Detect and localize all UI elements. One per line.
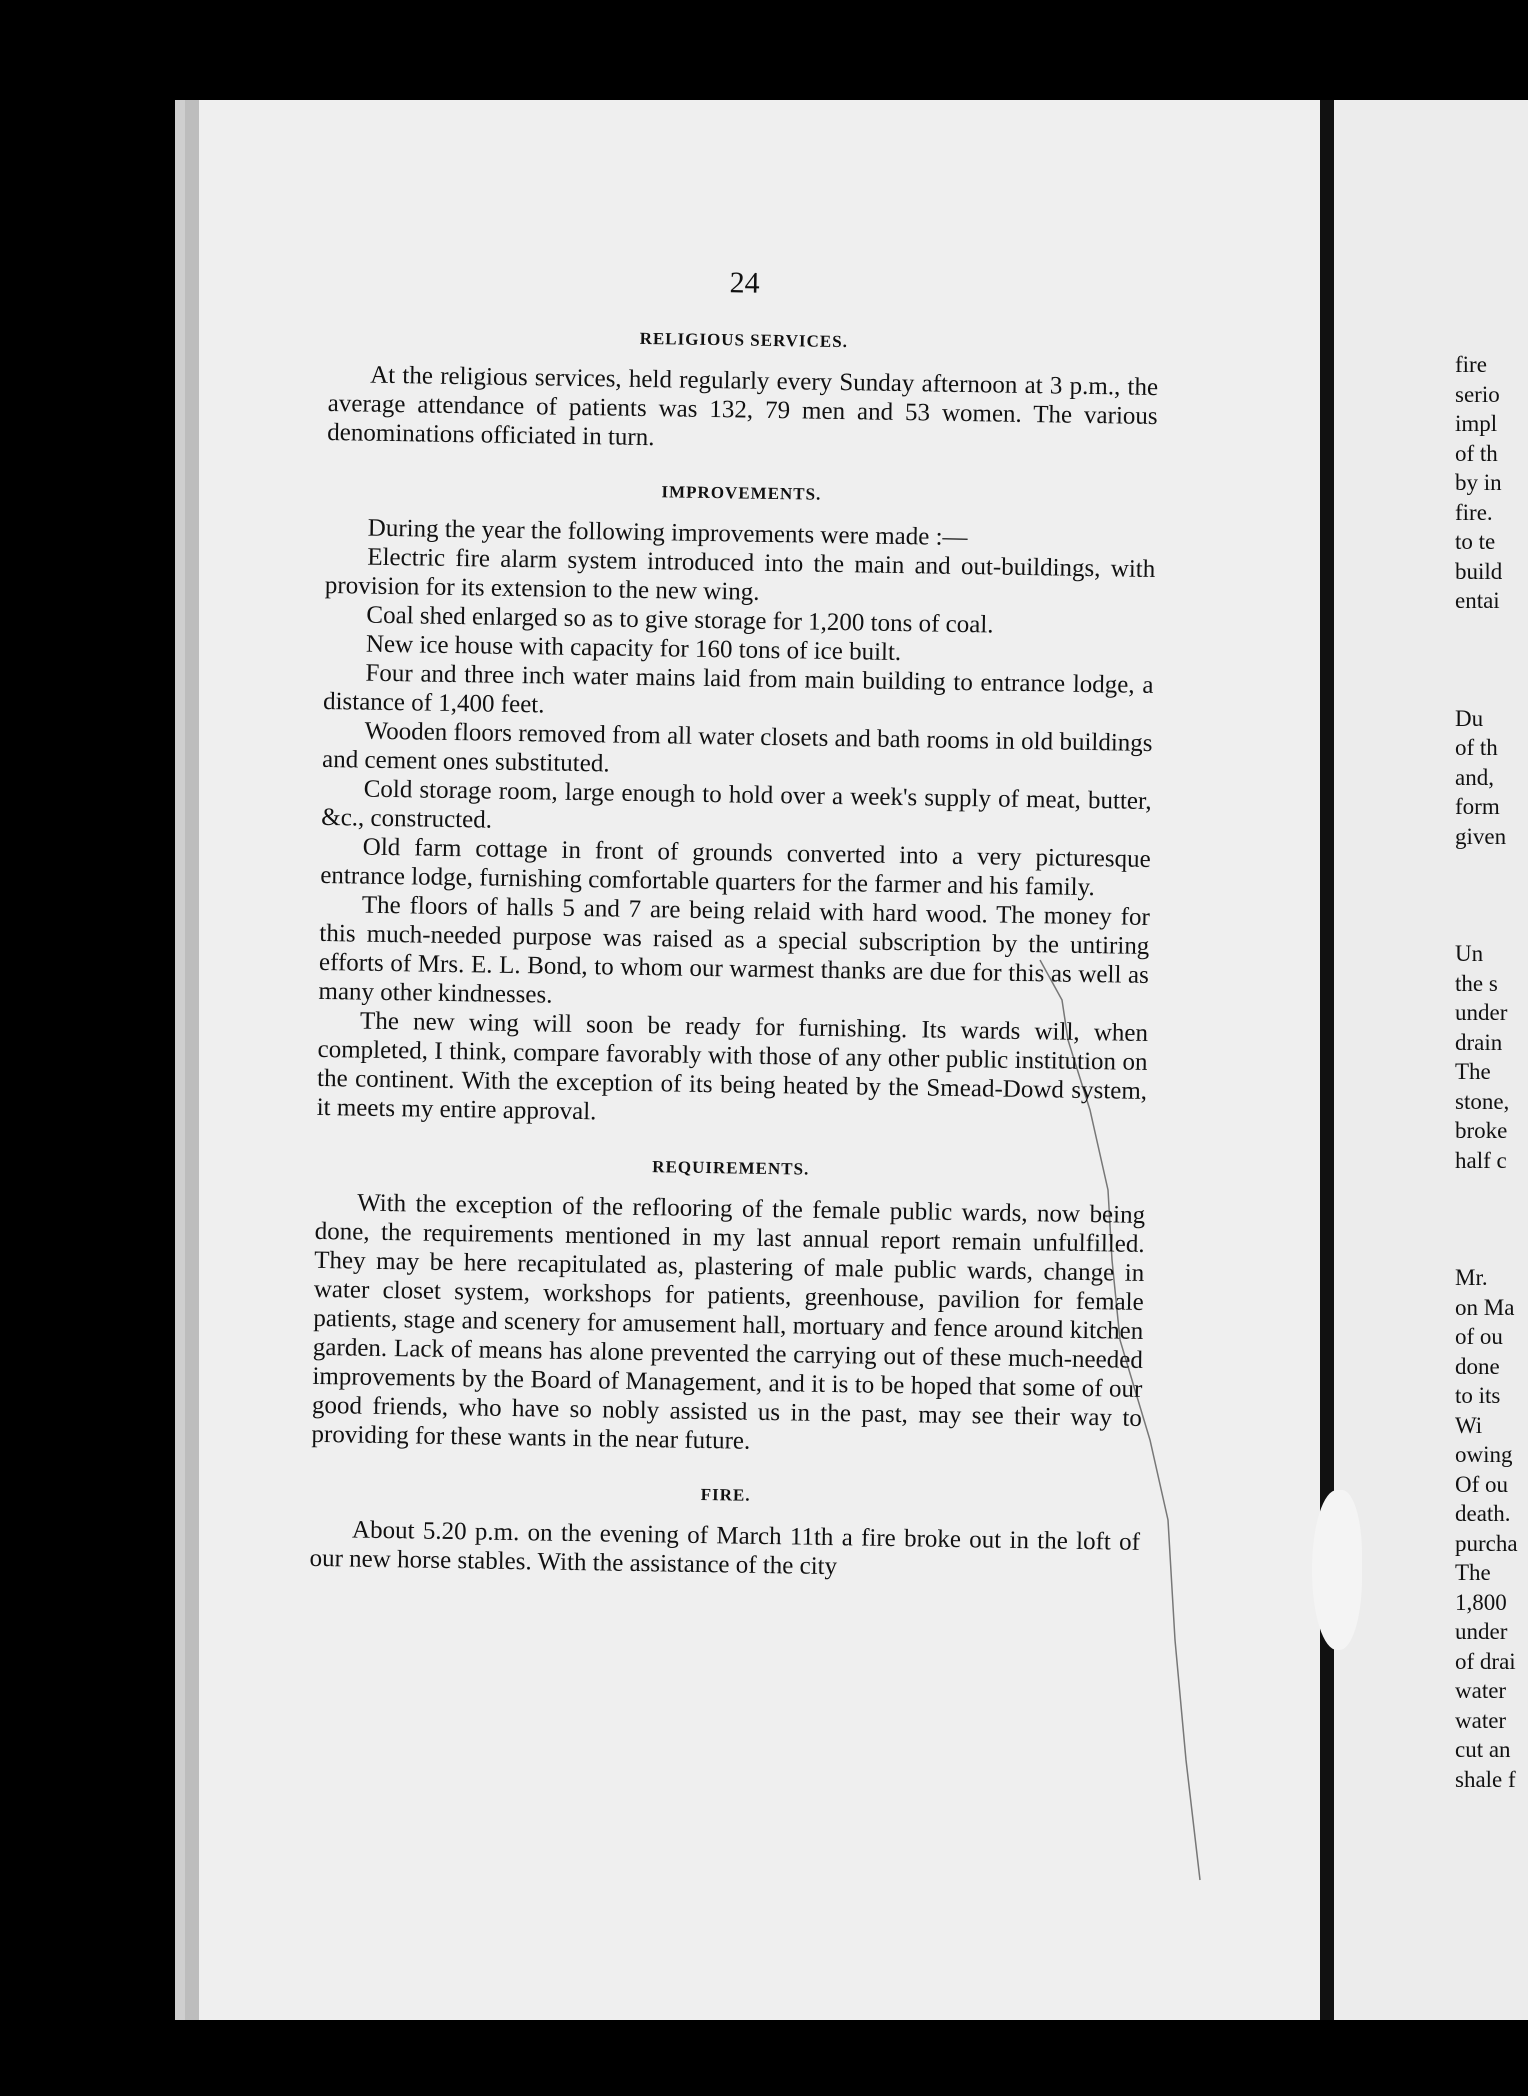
paragraph: The new wing will soon be ready for furnishing. Its wards will, when completed, I think, compare favorably with those of any other public institution on the continent. With the exception of its being heated by the Smead-Dowd system, it meets my entire approval. <box>316 1007 1149 1126</box>
fragment-line: Mr. <box>1455 1265 1488 1290</box>
page-tear <box>1312 1490 1362 1650</box>
fragment-line: of drai <box>1455 1648 1516 1674</box>
fragment-line: and, <box>1455 764 1494 790</box>
paragraph: During the year the following improvements were made :— <box>367 514 968 552</box>
fragment-line: by in <box>1455 470 1502 495</box>
paragraph: New ice house with capacity for 160 tons of ice built. <box>365 630 902 667</box>
fragment-line: death. <box>1455 1501 1511 1526</box>
section-heading-religious-services: RELIGIOUS SERVICES. <box>639 328 849 352</box>
fragment-line: under <box>1455 1619 1508 1644</box>
fragment-line: half c <box>1455 1147 1507 1173</box>
paragraph: Wooden floors removed from all water closets and bath rooms in old buildings and cement ones substituted. <box>321 717 1153 778</box>
paragraph: Cold storage room, large enough to hold over a week's supply of meat, butter, &c., constructed. <box>321 775 1152 834</box>
section-heading-fire: FIRE. <box>700 1484 751 1505</box>
fragment-line: done <box>1455 1353 1500 1379</box>
fragment-line: shale f <box>1455 1766 1516 1792</box>
fragment-line: stone, <box>1455 1088 1510 1114</box>
fragment-line: of th <box>1455 440 1498 466</box>
fragment-line: of ou <box>1455 1324 1503 1349</box>
fragment-line: 1,800 <box>1455 1589 1507 1615</box>
fragment-line: The <box>1455 1560 1491 1585</box>
fragment-line: Of ou <box>1455 1471 1509 1497</box>
paragraph: At the religious services, held regularly every Sunday afternoon at 3 p.m., the average attendance of patients was 132, 79 men and 53 women. The various denominations officiated in turn. <box>327 361 1159 452</box>
fragment-line: entai <box>1455 588 1500 613</box>
paragraph: Four and three inch water mains laid from main building to entrance lodge, a distance of 1,400 feet. <box>322 659 1154 719</box>
section-heading-improvements: IMPROVEMENTS. <box>661 482 822 504</box>
fragment-line: given <box>1455 823 1507 849</box>
fragment-line: drain <box>1455 1029 1503 1055</box>
fragment-line: Un <box>1455 941 1484 966</box>
fragment-line: fire. <box>1455 499 1493 525</box>
fragment-line: form <box>1455 794 1500 819</box>
page-gutter-shadow <box>185 100 199 2020</box>
paragraph: Electric fire alarm system introduced into the main and out-buildings, with provision for its extension to the new wing. <box>324 543 1156 606</box>
spacer <box>1455 1175 1528 1263</box>
fragment-line: to te <box>1455 529 1496 554</box>
fragment-line: the s <box>1455 970 1498 996</box>
fragment-line: fire <box>1455 352 1487 377</box>
page-body <box>309 260 1160 1586</box>
paragraph: With the exception of the reflooring of the female public wards, now being done, the requirements mentioned in my last annual report remain unfulfilled. They may be here recapitulated as, plastering of male public wards, change in water closet system, workshops for patients, greenhouse, pavilion for female patients, stage and scenery for amusement hall, mortuary and fence around kitchen garden. Lack of means has alone prevented the carrying out of these much-needed improvements by the Board of Management, and it is to be hoped that some of our good friends, who have so nobly assisted us in the past, may see their way to providing for these wants in the near future. <box>311 1189 1146 1455</box>
fragment-line: serio <box>1455 381 1500 407</box>
spacer <box>1455 851 1528 939</box>
fragment-line: The <box>1455 1059 1491 1084</box>
paragraph: Old farm cottage in front of grounds converted into a very picturesque entrance lodge, furnishing comfortable quarters for the farmer and his family. <box>320 833 1151 902</box>
fragment-line: Wi <box>1455 1412 1483 1438</box>
fragment-line: to its <box>1455 1383 1501 1408</box>
fragment-line: water <box>1455 1707 1507 1733</box>
section-heading-requirements: REQUIREMENTS. <box>652 1157 810 1179</box>
right-page-text <box>1455 350 1528 1794</box>
fragment-line: cut an <box>1455 1737 1511 1762</box>
fragment-line: owing <box>1455 1442 1513 1467</box>
fragment-line: Du <box>1455 705 1484 731</box>
fragment-line: under <box>1455 1000 1508 1025</box>
fragment-line: purcha <box>1455 1530 1518 1556</box>
fragment-line: of th <box>1455 735 1498 760</box>
fragment-line: build <box>1455 558 1503 584</box>
fragment-line: on Ma <box>1455 1294 1515 1320</box>
fragment-line: broke <box>1455 1118 1508 1143</box>
paragraph: Coal shed enlarged so as to give storage for 1,200 tons of coal. <box>366 601 994 639</box>
fragment-line: impl <box>1455 411 1498 436</box>
paragraph: The floors of halls 5 and 7 are being relaid with hard wood. The money for this much-needed purpose was raised as a special subscription by the untiring efforts of Mrs. E. L. Bond, to whom our warmest thanks are due for this as well as many other kindnesses. <box>318 891 1150 1009</box>
spacer <box>1455 616 1528 704</box>
page-number: 24 <box>729 266 760 300</box>
paragraph: About 5.20 p.m. on the evening of March 11th a fire broke out in the loft of our new horse stables. With the assistance of the city <box>309 1516 1141 1581</box>
fragment-line: water <box>1455 1678 1507 1703</box>
